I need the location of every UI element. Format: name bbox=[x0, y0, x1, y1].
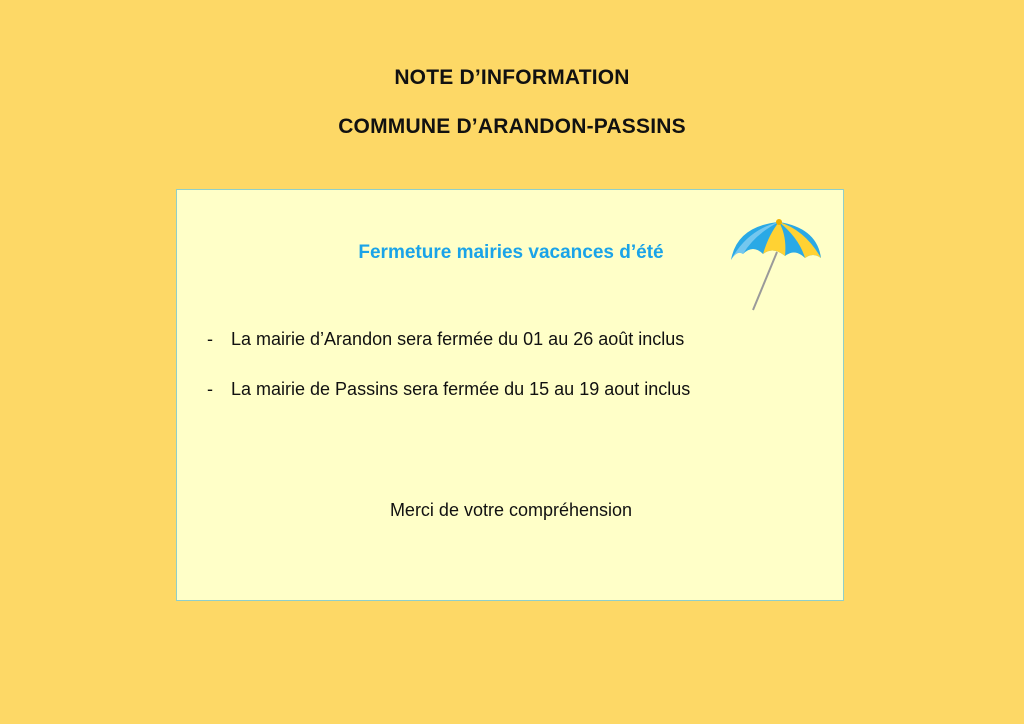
list-bullet: - bbox=[207, 379, 213, 399]
closure-passins-text: La mairie de Passins sera fermée du 15 au 19 aout inclus bbox=[231, 379, 691, 399]
list-item bbox=[207, 326, 690, 352]
notice-box bbox=[176, 189, 844, 601]
closing-message: Merci de votre compréhension bbox=[389, 500, 633, 520]
closure-arandon-text: La mairie d’Arandon sera fermée du 01 au 26 août inclus bbox=[231, 329, 685, 349]
list-item bbox=[207, 376, 690, 402]
commune-name: COMMUNE D’ARANDON-PASSINS bbox=[338, 115, 686, 138]
notice-heading: Fermeture mairies vacances d’été bbox=[358, 242, 664, 263]
document-title: NOTE D’INFORMATION bbox=[394, 66, 630, 89]
list-bullet: - bbox=[207, 329, 213, 349]
closure-list bbox=[207, 326, 690, 426]
beach-umbrella-icon bbox=[725, 214, 825, 314]
